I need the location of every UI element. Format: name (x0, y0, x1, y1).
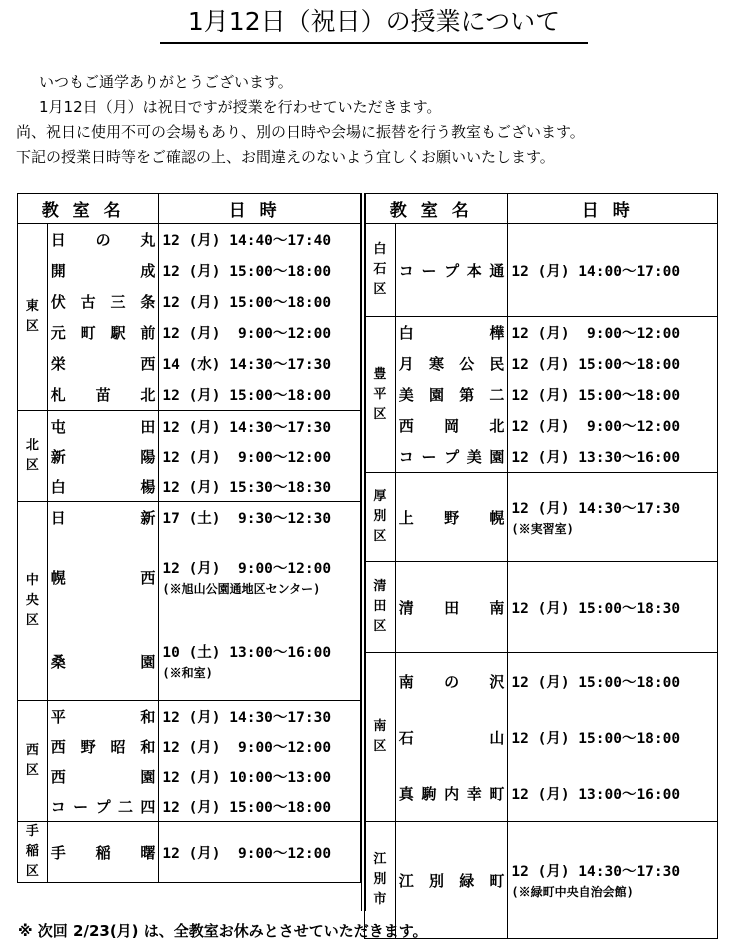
name-char: の (95, 231, 111, 249)
class-datetime (159, 441, 361, 471)
datetime-text: 12 (月) 14:30～17:30 (162, 709, 332, 726)
classroom-name-text (51, 416, 156, 437)
name-char: 苗 (95, 386, 111, 404)
name-char: の (444, 672, 460, 691)
class-datetime (508, 224, 718, 317)
datetime-text: 12 (月) 14:00～17:00 (511, 263, 681, 280)
name-char: 前 (140, 324, 156, 342)
name-char: 第 (459, 386, 475, 404)
district-char: 中 (25, 573, 39, 588)
datetime-text: 12 (月) 14:40～17:40 (162, 233, 332, 249)
datetime-text: 12 (月) 15:00～18:00 (511, 674, 681, 691)
class-datetime (508, 473, 718, 562)
classroom-name (395, 765, 508, 822)
name-char: 野 (444, 508, 460, 527)
name-char: プ (444, 448, 460, 466)
datetime-text: 12 (月) 9:00～12:00 (511, 419, 681, 435)
name-char: 寒 (429, 355, 445, 373)
table-row (365, 473, 718, 562)
datetime-text: 12 (月) 14:30～17:30 (511, 864, 681, 880)
classroom-name-text (51, 706, 156, 727)
datetime-text: 12 (月) 9:00～12:00 (162, 449, 332, 466)
district-char: 区 (373, 529, 387, 544)
name-char: 北 (140, 386, 156, 404)
name-char: 駅 (110, 324, 126, 342)
name-char: 白 (50, 477, 66, 496)
intro-text (16, 70, 585, 170)
classroom-name (47, 441, 159, 471)
classroom-name (395, 317, 508, 349)
table-row (18, 255, 361, 286)
classroom-name (47, 791, 159, 822)
header-datetime: 日時 (159, 194, 361, 224)
class-datetime (508, 709, 718, 765)
header-classroom: 教室名 (18, 194, 159, 224)
datetime-text: 12 (月) 15:00～18:00 (162, 295, 332, 311)
classroom-name-text (399, 446, 505, 467)
name-char: 美 (466, 448, 482, 466)
class-datetime (508, 653, 718, 710)
district-char: 平 (373, 386, 387, 402)
table-row (365, 709, 718, 765)
name-char: 上 (398, 508, 414, 527)
page-title: 1月12日（祝日）の授業について (160, 6, 588, 44)
name-char: 稲 (95, 843, 111, 862)
district-char: 区 (25, 458, 39, 473)
table-row (365, 441, 718, 473)
table-row (365, 562, 718, 653)
classroom-name (47, 822, 159, 883)
schedule-table-right (364, 193, 718, 939)
name-char: コ (50, 797, 66, 816)
name-char: 田 (444, 598, 460, 617)
class-datetime (508, 348, 718, 379)
district-char: 厚 (373, 489, 387, 504)
datetime-text: 12 (月) 15:00～18:00 (162, 388, 332, 404)
name-char: 園 (429, 386, 445, 404)
name-char: 開 (50, 262, 66, 280)
name-char: 二 (117, 797, 133, 816)
district-label (18, 822, 48, 883)
classroom-name (47, 622, 159, 701)
table-row (18, 761, 361, 791)
venue-note: (※実習室) (511, 522, 574, 536)
class-datetime (159, 532, 361, 622)
name-char: 内 (444, 784, 460, 803)
datetime-text: 12 (月) 15:00～18:00 (511, 388, 681, 404)
name-char: 元 (50, 324, 66, 342)
district-label (18, 411, 48, 502)
name-char: 西 (50, 767, 66, 786)
name-char: 沢 (489, 672, 505, 691)
name-char: 栄 (50, 355, 66, 373)
name-char: 陽 (140, 447, 156, 466)
table-row (365, 224, 718, 317)
name-char: ー (73, 797, 89, 816)
name-char: 西 (140, 568, 156, 587)
datetime-text: 12 (月) 9:00～12:00 (162, 326, 332, 342)
name-char: 昭 (110, 737, 126, 756)
name-char: 公 (459, 355, 475, 373)
district-char: 豊 (373, 366, 387, 382)
district-char: 北 (25, 438, 39, 453)
datetime-text: 12 (月) 10:00～13:00 (162, 769, 332, 786)
venue-note: (※旭山公園通地区センター) (162, 582, 321, 596)
datetime-text: 10 (土) 13:00～16:00 (162, 645, 332, 661)
name-char: 別 (429, 871, 445, 890)
datetime-text: 12 (月) 15:30～18:30 (162, 479, 332, 496)
name-char: 四 (140, 797, 156, 816)
table-row (18, 701, 361, 732)
classroom-name (395, 348, 508, 379)
class-datetime (159, 348, 361, 379)
header-datetime: 日時 (508, 194, 718, 224)
table-row (18, 791, 361, 822)
name-char: 駒 (421, 784, 437, 803)
classroom-name-text (51, 446, 156, 467)
class-datetime (159, 731, 361, 761)
name-char: 石 (398, 728, 414, 747)
table-row (18, 731, 361, 761)
name-char: 曙 (140, 843, 156, 862)
name-char: 西 (140, 355, 156, 373)
name-char: 幌 (50, 568, 66, 587)
name-char: 田 (140, 417, 156, 436)
classroom-name (47, 255, 159, 286)
datetime-text: 12 (月) 13:00～16:00 (511, 786, 681, 803)
class-datetime (159, 255, 361, 286)
district-char: 清 (373, 579, 387, 594)
datetime-text: 12 (月) 13:30～16:00 (511, 450, 681, 466)
classroom-name-text (399, 384, 505, 405)
classroom-name-text (51, 353, 156, 374)
classroom-name-text (51, 567, 156, 588)
datetime-text: 12 (月) 9:00～12:00 (162, 561, 332, 577)
name-char: 日 (50, 508, 66, 527)
classroom-name (395, 709, 508, 765)
table-row (365, 765, 718, 822)
name-char: 新 (140, 508, 156, 527)
datetime-text: 12 (月) 15:00～18:00 (511, 357, 681, 373)
district-char: 区 (373, 619, 387, 634)
district-label (365, 562, 396, 653)
name-char: 条 (140, 293, 156, 311)
classroom-name (47, 731, 159, 761)
district-char: 区 (25, 319, 39, 334)
district-char: 西 (25, 743, 39, 758)
classroom-name (47, 286, 159, 317)
class-datetime (159, 379, 361, 411)
classroom-name (395, 224, 508, 317)
class-datetime (159, 791, 361, 822)
classroom-name-text (51, 384, 156, 405)
district-char: 央 (25, 593, 39, 608)
classroom-name-text (51, 291, 156, 312)
name-char: 成 (140, 262, 156, 280)
name-char: 清 (398, 598, 414, 617)
class-datetime (159, 822, 361, 883)
name-char: 野 (80, 737, 96, 756)
classroom-name-text (399, 260, 505, 281)
table-row (18, 379, 361, 411)
name-char: 岡 (444, 417, 460, 435)
class-datetime (508, 765, 718, 822)
classroom-name-text (51, 651, 156, 672)
classroom-name (395, 379, 508, 410)
class-datetime (508, 410, 718, 441)
district-char: 区 (25, 763, 39, 778)
district-label (365, 653, 396, 822)
name-char: 山 (489, 728, 505, 747)
classroom-name (395, 473, 508, 562)
name-char: 伏 (50, 293, 66, 311)
classroom-name-text (51, 507, 156, 528)
name-char: 町 (80, 324, 96, 342)
classroom-name (395, 653, 508, 710)
name-char: 緑 (459, 871, 475, 890)
table-row (18, 317, 361, 348)
classroom-name-text (399, 353, 505, 374)
classroom-name-text (51, 766, 156, 787)
district-char: 区 (373, 739, 387, 754)
name-char: 和 (140, 707, 156, 726)
datetime-text: 14 (水) 14:30～17:30 (162, 357, 332, 373)
class-datetime (159, 224, 361, 256)
name-char: 古 (80, 293, 96, 311)
district-char: 別 (373, 509, 387, 524)
district-char: 江 (373, 852, 387, 867)
name-char: 園 (140, 652, 156, 671)
classroom-name (47, 761, 159, 791)
table-row (18, 471, 361, 502)
district-label (365, 224, 396, 317)
district-char: 手 (25, 824, 39, 839)
name-char: 町 (489, 784, 505, 803)
classroom-name-text (399, 415, 505, 436)
name-char: 屯 (50, 417, 66, 436)
classroom-name-text (51, 736, 156, 757)
district-char: 別 (373, 872, 387, 887)
table-row (365, 653, 718, 710)
classroom-name-text (51, 476, 156, 497)
classroom-name (395, 410, 508, 441)
table-row (18, 411, 361, 442)
classroom-name-text (399, 322, 505, 343)
classroom-name-text (399, 597, 505, 618)
name-char: 幌 (489, 508, 505, 527)
name-char: 樺 (489, 324, 505, 342)
classroom-name-text (51, 260, 156, 281)
footer-note: ※ 次回 2/23(月) は、全教室お休みとさせていただきます。 (18, 922, 428, 940)
datetime-text: 17 (土) 9:30～12:30 (162, 510, 332, 527)
classroom-name-text (399, 671, 505, 692)
district-label (365, 317, 396, 473)
name-char: 丸 (140, 231, 156, 249)
class-datetime (159, 471, 361, 502)
table-row (18, 502, 361, 533)
district-char: 区 (25, 613, 39, 628)
name-char: 通 (489, 261, 505, 280)
name-char: 白 (398, 324, 414, 342)
classroom-name-text (51, 229, 156, 250)
name-char: 町 (489, 871, 505, 890)
table-row (18, 441, 361, 471)
name-char: 真 (398, 784, 414, 803)
name-char: 南 (398, 672, 414, 691)
classroom-name-text (51, 842, 156, 863)
classroom-name-text (399, 727, 505, 748)
table-row (18, 822, 361, 883)
district-char: 石 (373, 262, 387, 277)
classroom-name (47, 317, 159, 348)
district-char: 東 (25, 299, 39, 314)
classroom-name (47, 224, 159, 256)
name-char: 西 (50, 737, 66, 756)
name-char: コ (398, 448, 414, 466)
district-label (365, 473, 396, 562)
class-datetime (159, 286, 361, 317)
name-char: コ (398, 261, 414, 280)
name-char: 幸 (466, 784, 482, 803)
name-char: 美 (398, 386, 414, 404)
table-row (365, 348, 718, 379)
datetime-text: 12 (月) 15:00～18:00 (162, 264, 332, 280)
name-char: 園 (489, 448, 505, 466)
table-row (365, 317, 718, 349)
classroom-name (47, 502, 159, 533)
datetime-text: 12 (月) 9:00～12:00 (162, 845, 332, 862)
class-datetime (159, 502, 361, 533)
district-char: 区 (373, 406, 387, 422)
table-row (18, 224, 361, 256)
classroom-name-text (399, 870, 505, 891)
name-char: 北 (489, 417, 505, 435)
classroom-name (47, 471, 159, 502)
datetime-text: 12 (月) 9:00～12:00 (511, 326, 681, 342)
class-datetime (159, 701, 361, 732)
table-row (365, 379, 718, 410)
classroom-name (47, 379, 159, 411)
table-row (18, 532, 361, 622)
class-datetime (508, 822, 718, 939)
datetime-text: 12 (月) 15:00～18:00 (162, 799, 332, 816)
district-char: 白 (373, 242, 387, 257)
name-char: 園 (140, 767, 156, 786)
class-datetime (508, 317, 718, 349)
class-datetime (159, 411, 361, 442)
name-char: 楊 (140, 477, 156, 496)
class-datetime (508, 441, 718, 473)
district-char: 区 (25, 864, 39, 879)
table-row (18, 348, 361, 379)
table-row (365, 410, 718, 441)
intro-line: 1月12日（月）は祝日ですが授業を行わせていただきます。 (39, 98, 442, 116)
classroom-name (47, 411, 159, 442)
name-char: プ (95, 797, 111, 816)
name-char: 西 (398, 417, 414, 435)
name-char: 桑 (50, 652, 66, 671)
name-char: 民 (489, 355, 505, 373)
classroom-name-text (399, 507, 505, 528)
venue-note: (※緑町中央自治会館) (511, 885, 634, 899)
district-char: 南 (373, 719, 387, 734)
classroom-name (395, 441, 508, 473)
name-char: 月 (398, 355, 414, 373)
datetime-text: 12 (月) 15:00～18:30 (511, 600, 681, 617)
district-char: 稲 (25, 844, 39, 859)
name-char: プ (444, 261, 460, 280)
name-char: 三 (110, 293, 126, 311)
name-char: 日 (50, 231, 66, 249)
intro-line: いつもご通学ありがとうございます。 (39, 73, 293, 91)
name-char: ー (421, 261, 437, 280)
district-char: 区 (373, 282, 387, 297)
classroom-name (47, 532, 159, 622)
class-datetime (508, 379, 718, 410)
intro-line: 尚、祝日に使用不可の会場もあり、別の日時や会場に振替を行う教室もございます。 (16, 123, 585, 141)
class-datetime (159, 761, 361, 791)
venue-note: (※和室) (162, 666, 213, 680)
name-char: 新 (50, 447, 66, 466)
intro-line: 下記の授業日時等をご確認の上、お間違えのないよう宜しくお願いいたします。 (16, 148, 555, 166)
name-char: 札 (50, 386, 66, 404)
classroom-name (47, 348, 159, 379)
class-datetime (159, 622, 361, 701)
classroom-name (395, 562, 508, 653)
table-row (18, 622, 361, 701)
datetime-text: 12 (月) 14:30～17:30 (162, 419, 332, 436)
district-char: 田 (373, 599, 387, 614)
name-char: 和 (140, 737, 156, 756)
class-datetime (508, 562, 718, 653)
name-char: 二 (489, 386, 505, 404)
class-datetime (159, 317, 361, 348)
name-char: 江 (398, 871, 414, 890)
header-classroom: 教室名 (365, 194, 508, 224)
district-label (18, 701, 48, 822)
district-label (18, 502, 48, 701)
classroom-name-text (51, 796, 156, 817)
name-char: 手 (50, 843, 66, 862)
name-char: 本 (466, 261, 482, 280)
name-char: 平 (50, 707, 66, 726)
classroom-name (47, 701, 159, 732)
district-label (18, 224, 48, 411)
datetime-text: 12 (月) 9:00～12:00 (162, 739, 332, 756)
datetime-text: 12 (月) 14:30～17:30 (511, 501, 681, 517)
schedule-table-left (17, 193, 361, 883)
name-char: 南 (489, 598, 505, 617)
name-char: ー (421, 448, 437, 466)
datetime-text: 12 (月) 15:00～18:00 (511, 730, 681, 747)
classroom-name-text (399, 783, 505, 804)
table-row (18, 286, 361, 317)
district-char: 市 (373, 892, 387, 907)
classroom-name-text (51, 322, 156, 343)
